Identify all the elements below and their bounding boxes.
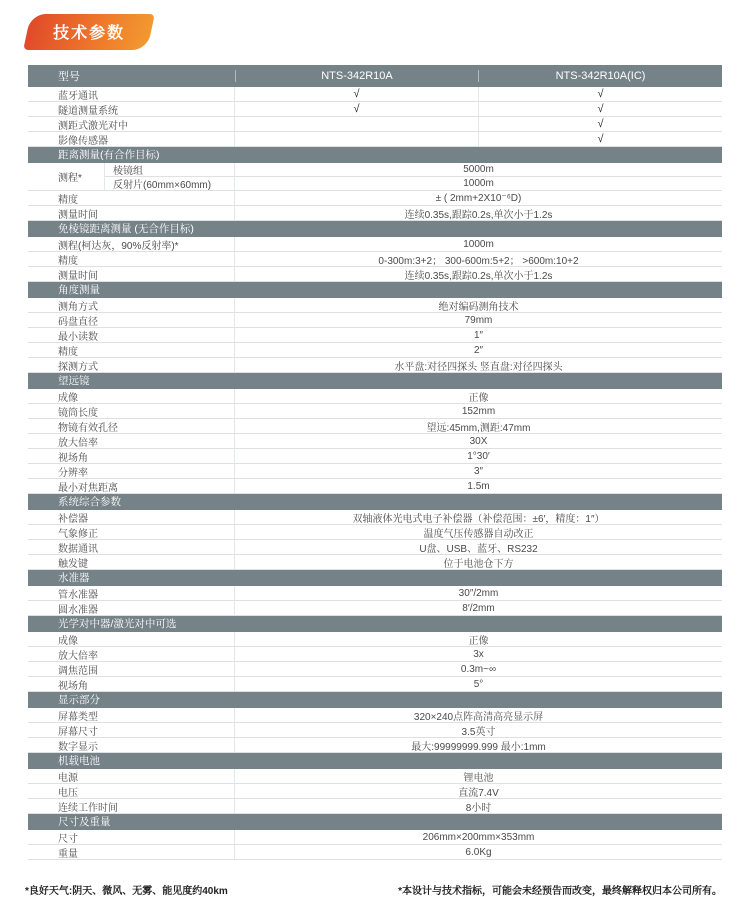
spec-label: 成像 (28, 389, 235, 403)
spec-label: 隧道测量系统 (28, 102, 235, 116)
spec-value: 3x (473, 648, 484, 660)
spec-value: 2″ (473, 344, 484, 356)
spec-value: ± ( 2mm+2X10⁻⁶D) (435, 192, 522, 204)
spec-label: 影像传感器 (28, 132, 235, 146)
table-header-row (28, 65, 722, 87)
checkmark: √ (478, 132, 722, 146)
spec-value: 1000m (235, 177, 722, 191)
spec-value: 1000m (463, 238, 494, 250)
spec-label: 测程* (28, 163, 105, 191)
spec-value: 3.5英寸 (461, 726, 496, 738)
spec-row-group (28, 163, 722, 191)
spec-value: 连续0.35s,跟踪0.2s,单次小于1.2s (404, 209, 553, 221)
spec-label: 圆水准器 (28, 601, 235, 615)
spec-label: 精度 (28, 252, 235, 266)
spec-row (28, 632, 722, 647)
spec-value: 最大:99999999.999 最小:1mm (411, 741, 546, 753)
spec-row (28, 662, 722, 677)
column-header-model-b: NTS-342R10A(IC) (478, 70, 722, 82)
empty-cell (235, 117, 478, 131)
spec-row (28, 830, 722, 845)
spec-row (28, 434, 722, 449)
page-title: 技术参数 (53, 25, 126, 42)
spec-row (28, 404, 722, 419)
spec-row (28, 647, 722, 662)
section-header: 水准器 (28, 570, 722, 586)
spec-value: 320×240点阵高清高亮显示屏 (413, 711, 544, 723)
spec-label: 测量时间 (28, 206, 235, 220)
spec-label: 屏幕类型 (28, 708, 235, 722)
spec-label: 电压 (28, 784, 235, 798)
spec-value: 6.0Kg (465, 846, 492, 858)
spec-value: 79mm (464, 314, 493, 326)
spec-table (28, 65, 722, 860)
checkmark: √ (478, 87, 722, 101)
spec-value: 温度气压传感器自动改正 (423, 528, 534, 540)
checkmark: √ (478, 102, 722, 116)
spec-row (28, 479, 722, 494)
spec-label: 管水准器 (28, 586, 235, 600)
spec-label: 测距式激光对中 (28, 117, 235, 131)
spec-value: 152mm (461, 405, 496, 417)
spec-value: 锂电池 (463, 772, 494, 784)
table-body (28, 87, 722, 860)
spec-label: 数据通讯 (28, 540, 235, 554)
spec-label: 视场角 (28, 677, 235, 691)
spec-row (28, 601, 722, 616)
section-header: 光学对中器/激光对中可选 (28, 616, 722, 632)
spec-label: 精度 (28, 343, 235, 357)
spec-row (28, 708, 722, 723)
spec-label: 镜筒长度 (28, 404, 235, 418)
spec-row (28, 313, 722, 328)
spec-row (28, 784, 722, 799)
checkmark: √ (353, 103, 360, 115)
spec-value: 1.5m (467, 480, 490, 492)
spec-label: 物镜有效孔径 (28, 419, 235, 433)
spec-label: 触发键 (28, 555, 235, 569)
spec-value: 水平盘:对径四探头 竖直盘:对径四探头 (394, 361, 563, 373)
spec-row (28, 464, 722, 479)
checkmark: √ (353, 88, 360, 100)
spec-value: 206mm×200mm×353mm (422, 831, 535, 843)
spec-label: 测量时间 (28, 267, 235, 281)
spec-value: 8′/2mm (462, 602, 495, 614)
spec-value: U盘、USB、蓝牙、RS232 (419, 543, 538, 555)
spec-row (28, 677, 722, 692)
section-header: 系统综合参数 (28, 494, 722, 510)
spec-value: 5000m (235, 163, 722, 177)
spec-row (28, 586, 722, 601)
spec-label: 数字显示 (28, 738, 235, 752)
spec-value: 1″ (473, 329, 484, 341)
spec-label: 最小对焦距离 (28, 479, 235, 493)
section-header: 免棱镜距离测量 (无合作目标) (28, 221, 722, 237)
spec-value: 双轴液体光电式电子补偿器（补偿范围：±6′，精度：1″） (352, 513, 605, 525)
spec-value: 位于电池仓下方 (443, 558, 514, 570)
footnotes (25, 882, 722, 897)
footnote-disclaimer: *本设计与技术指标，可能会未经预告而改变，最终解释权归本公司所有。 (398, 886, 722, 897)
spec-sublabel: 棱镜组 (105, 163, 235, 177)
column-header-model-a: NTS-342R10A (235, 70, 478, 82)
spec-label: 最小读数 (28, 328, 235, 342)
spec-label: 放大倍率 (28, 434, 235, 448)
spec-row (28, 449, 722, 464)
empty-cell (235, 132, 478, 146)
spec-row (28, 267, 722, 282)
spec-row (28, 298, 722, 313)
section-header: 机载电池 (28, 753, 722, 769)
spec-row (28, 723, 722, 738)
spec-label: 气象修正 (28, 525, 235, 539)
spec-label: 放大倍率 (28, 647, 235, 661)
feature-row (28, 117, 722, 132)
spec-label: 调焦范围 (28, 662, 235, 676)
spec-label: 重量 (28, 845, 235, 859)
spec-label: 尺寸 (28, 830, 235, 844)
spec-row (28, 540, 722, 555)
spec-label: 探测方式 (28, 358, 235, 372)
spec-row (28, 191, 722, 206)
column-header-model: 型号 (58, 71, 80, 83)
spec-value: 0-300m:3+2； 300-600m:5+2； >600m:10+2 (378, 255, 579, 267)
spec-label: 测程(柯达灰，90%反射率)* (28, 237, 235, 251)
spec-value: 正像 (468, 635, 489, 647)
footnote-weather: *良好天气:阴天、微风、无雾、能见度约40km (25, 886, 228, 897)
spec-row (28, 358, 722, 373)
spec-label: 视场角 (28, 449, 235, 463)
section-header: 望远镜 (28, 373, 722, 389)
spec-row (28, 799, 722, 814)
spec-label: 连续工作时间 (28, 799, 235, 813)
spec-row (28, 769, 722, 784)
spec-row (28, 389, 722, 404)
section-header: 尺寸及重量 (28, 814, 722, 830)
spec-row (28, 510, 722, 525)
section-header: 显示部分 (28, 692, 722, 708)
spec-value: 5° (473, 678, 484, 690)
spec-row (28, 328, 722, 343)
spec-label: 测角方式 (28, 298, 235, 312)
spec-value: 8小时 (465, 802, 492, 814)
spec-row (28, 252, 722, 267)
spec-value: 1°30′ (467, 450, 490, 462)
page-title-badge (23, 14, 155, 50)
section-header: 距离测量(有合作目标) (28, 147, 722, 163)
spec-label: 成像 (28, 632, 235, 646)
spec-label: 分辨率 (28, 464, 235, 478)
spec-value: 3″ (473, 465, 484, 477)
spec-row (28, 343, 722, 358)
spec-label: 电源 (28, 769, 235, 783)
spec-value: 30X (469, 435, 488, 447)
spec-label: 精度 (28, 191, 235, 205)
spec-value: 直流7.4V (458, 787, 499, 799)
spec-value: 连续0.35s,跟踪0.2s,单次小于1.2s (404, 270, 553, 282)
spec-label: 补偿器 (28, 510, 235, 524)
feature-row (28, 102, 722, 117)
spec-row (28, 206, 722, 221)
section-header: 角度测量 (28, 282, 722, 298)
spec-row (28, 555, 722, 570)
feature-row (28, 132, 722, 147)
spec-label: 蓝牙通讯 (28, 87, 235, 101)
checkmark: √ (478, 117, 722, 131)
spec-row (28, 237, 722, 252)
spec-label: 屏幕尺寸 (28, 723, 235, 737)
spec-row (28, 525, 722, 540)
spec-value: 绝对编码测角技术 (438, 301, 519, 313)
spec-sublabel: 反射片(60mm×60mm) (105, 177, 235, 191)
spec-row (28, 419, 722, 434)
spec-value: 望远:45mm,测距:47mm (426, 422, 531, 434)
spec-row (28, 738, 722, 753)
spec-label: 码盘直径 (28, 313, 235, 327)
spec-row (28, 845, 722, 860)
spec-value: 0.3m~∞ (460, 663, 497, 675)
feature-row (28, 87, 722, 102)
spec-value: 正像 (468, 392, 489, 404)
spec-value: 30″/2mm (458, 587, 499, 599)
